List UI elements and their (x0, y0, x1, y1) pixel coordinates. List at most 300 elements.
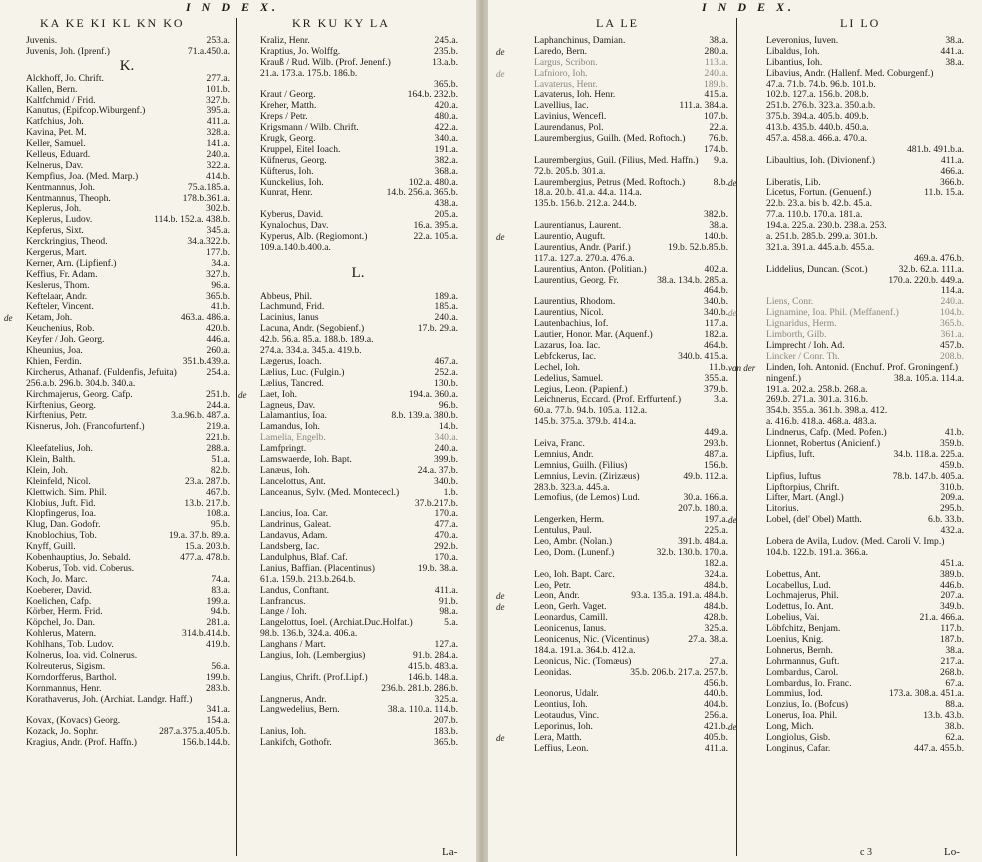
entry-page-ref: 9.a. (714, 155, 728, 166)
entry-name: Kefteler, Vincent. (26, 302, 94, 313)
entry-page-ref: 327.b. (206, 269, 230, 280)
entry-page-ref: 199.a. (206, 596, 230, 607)
entry-name: Leo, Dom. (Lunenf.) (534, 547, 615, 558)
index-entry (258, 607, 458, 618)
entry-page-ref: 467.b. (206, 487, 230, 498)
index-entry (24, 553, 230, 564)
entry-name: Keslerus, Thom. (26, 280, 90, 291)
index-entry (764, 232, 964, 243)
index-entry (532, 90, 728, 101)
index-entry (258, 156, 458, 167)
index-entry (24, 47, 230, 58)
index-entry (24, 161, 230, 172)
entry-page-ref: 19.b. 38.a. (417, 563, 458, 574)
index-entry (24, 215, 230, 226)
entry-page-ref: 419.b. (206, 640, 230, 651)
entry-page-ref: 219.a. (206, 422, 230, 433)
entry-name: Landavus, Adam. (260, 531, 328, 542)
entry-page-ref: 178.b.361.a. (182, 193, 230, 204)
index-entry (532, 363, 728, 374)
entry-name: Khien, Ferdin. (26, 356, 82, 367)
index-entry (532, 385, 728, 396)
index-entry (532, 156, 728, 167)
entry-page-ref: 217.a. (940, 656, 964, 667)
entry-page-ref: 21.a. 466.a. (919, 613, 964, 624)
entry-name: Körber, Herm. Frid. (26, 607, 103, 618)
index-entry (258, 662, 458, 673)
index-entry (24, 357, 230, 368)
entry-name: Lacuna, Andr. (Segobienf.) (260, 324, 365, 335)
entry-name: Lægerus, Ioach. (260, 356, 322, 367)
entry-name: Liddelius, Duncan. (Scot.) (766, 264, 868, 275)
index-entry (258, 357, 458, 368)
entry-name: a. 251.b. 285.b. 299.a. 301.b. (766, 232, 878, 243)
entry-page-ref: 411.a. (206, 117, 230, 128)
entry-page-ref: 15.a. 203.b. (184, 542, 230, 553)
entry-name: Kavina, Pet. M. (26, 128, 87, 139)
entry-name: Landrinus, Galeat. (260, 520, 332, 531)
entry-name: Leontius, Ioh. (534, 700, 588, 711)
entry-name: Licetus, Fortun. (Genuenf.) (766, 188, 872, 199)
index-entry (258, 629, 458, 640)
entry-name: Kraut / Georg. (260, 90, 316, 101)
index-entry (532, 254, 728, 265)
entry-name: Leonidas. (534, 667, 572, 678)
entry-name: 269.b. 271.a. 301.a. 316.b. (766, 395, 869, 406)
entry-page-ref: 256.a. (704, 711, 728, 722)
entry-page-ref: 67.a. (945, 678, 964, 689)
index-entry (24, 597, 230, 608)
entry-name: 47.a. 71.b. 74.b. 96.b. 101.b. (766, 79, 876, 90)
entry-page-ref: 49.b. 112.a. (683, 471, 728, 482)
entry-page-ref: 446.a. (206, 335, 230, 346)
index-entry (258, 313, 458, 324)
left-page (0, 0, 476, 862)
index-entry (24, 248, 230, 259)
entry-name: Kyperus, Alb. (Regiomont.) (260, 232, 368, 243)
index-entry (764, 254, 964, 265)
entry-page-ref: 19.b. 52.b.85.b. (668, 242, 728, 253)
entry-name: Lobettus, Ant. (766, 569, 821, 580)
entry-page-ref: 111.a. 384.a. (679, 101, 728, 112)
entry-page-ref: 379.b. (704, 384, 728, 395)
index-entry (496, 45, 728, 58)
entry-name: Keftelaar, Andr. (26, 291, 88, 302)
index-entry (532, 308, 728, 319)
entry-name: Koch, Jo. Marc. (26, 574, 88, 585)
index-entry (24, 183, 230, 194)
entry-page-ref: 283.b. (206, 683, 230, 694)
entry-name: Lonzius, Io. (Bofcus) (766, 700, 849, 711)
index-entry (258, 564, 458, 575)
entry-page-ref: 205.a. (434, 210, 458, 221)
entry-name: Kolreuterus, Sigism. (26, 661, 106, 672)
index-entry (532, 330, 728, 341)
index-entry (532, 319, 728, 330)
index-entry (764, 341, 964, 352)
index-entry (24, 716, 230, 727)
index-entry (764, 69, 964, 80)
entry-page-ref: 96.b. (438, 400, 458, 411)
entry-page-ref: 170.a. (434, 509, 458, 520)
entry-name: Kovax, (Kovacs) Georg. (26, 716, 121, 727)
entry-name: Lipfius, Iuft. (766, 449, 815, 460)
entry-name: 109.a.140.b.400.a. (260, 242, 331, 253)
index-entry (24, 259, 230, 270)
entry-name: Kruppel, Eitel Ioach. (260, 144, 341, 155)
entry-page-ref: 355.a. (704, 373, 728, 384)
entry-page-ref: 365.b. (434, 79, 458, 90)
entry-name: Kirchmajerus, Georg. Cafp. (26, 389, 133, 400)
entry-name: Kohlhans, Tob. Ludov. (26, 640, 114, 651)
index-entry (532, 243, 728, 254)
entry-name: Landsberg, Iac. (260, 542, 320, 553)
entry-page-ref: 16.a. 395.a. (413, 221, 458, 232)
index-entry (258, 531, 458, 542)
entry-name: Laurentio, Auguft. (534, 231, 606, 243)
index-entry (764, 276, 964, 287)
index-entry (532, 439, 728, 450)
right-running-head: I N D E X. (702, 0, 796, 14)
index-entry (24, 488, 230, 499)
entry-name: 375.b. 394.a. 405.b. 409.b. (766, 112, 869, 123)
index-entry (258, 123, 458, 134)
entry-name: Kleefatelius, Joh. (26, 444, 93, 455)
entry-page-ref: 8.b. 139.a. 380.b. (391, 411, 458, 422)
entry-page-ref: 127.a. (434, 640, 458, 651)
entry-page-ref: 459.b. (940, 460, 964, 471)
entry-page-ref: 156.b.144.b. (182, 738, 230, 749)
right-page (488, 0, 982, 862)
index-entry (24, 542, 230, 553)
entry-name: Kanutus, (Epifcop.Wiburgenf.) (26, 106, 146, 117)
index-entry (24, 695, 230, 706)
entry-name: Knyff, Guill. (26, 542, 76, 553)
index-entry (532, 145, 728, 156)
index-entry (24, 607, 230, 618)
index-entry (532, 515, 728, 526)
entry-page-ref: 207.a. (940, 591, 964, 602)
entry-name: Kunrat, Henr. (260, 188, 313, 199)
entry-name: Lankifch, Gothofr. (260, 738, 332, 749)
entry-page-ref: 447.a. 455.b. (914, 743, 964, 754)
entry-page-ref: 107.b. (704, 112, 728, 123)
index-entry (258, 542, 458, 553)
index-entry (258, 651, 458, 662)
entry-name: 61.a. 159.b. 213.b.264.b. (260, 574, 356, 585)
entry-name: Langhans / Mart. (260, 640, 326, 651)
index-entry (532, 744, 728, 755)
entry-name: Köpchel, Jo. Dan. (26, 618, 96, 629)
entry-name: Knoblochius, Tob. (26, 531, 97, 542)
entry-page-ref: 174.b. (704, 144, 728, 155)
entry-name: Kheunius, Joa. (26, 346, 83, 357)
entry-page-ref: 470.a. (434, 531, 458, 542)
index-entry (532, 450, 728, 461)
entry-name: Küfterus, Ioh. (260, 166, 314, 177)
index-entry (24, 281, 230, 292)
entry-page-ref: 71.a.450.a. (187, 46, 230, 57)
entry-name: Kreps / Petr. (260, 112, 308, 123)
entry-name: Lombardus, Carol. (766, 667, 839, 678)
entry-page-ref: 56.a. (211, 661, 230, 672)
entry-page-ref: 280.a. (704, 45, 728, 57)
entry-name: Kerckringius, Theod. (26, 237, 108, 248)
index-entry (258, 243, 458, 254)
index-entry (24, 346, 230, 357)
entry-page-ref: 420.a. (434, 101, 458, 112)
index-entry (258, 90, 458, 101)
entry-page-ref: 38.a. (709, 221, 728, 232)
entry-name: Linden, Ioh. Antonid. (Enchuf. Prof. Groningenf.) (766, 361, 959, 373)
entry-name: Kircherus, Athanaf. (Fuldenfis, Jefuita) (26, 367, 177, 378)
index-entry (24, 204, 230, 215)
entry-page-ref: 35.b. 206.b. 217.a. 257.b. (630, 667, 728, 678)
entry-page-ref: 415.a. (704, 90, 728, 101)
entry-page-ref: 101.b. (206, 84, 230, 95)
index-entry (24, 520, 230, 531)
index-entry (532, 374, 728, 385)
entry-page-ref: 260.a. (206, 346, 230, 357)
entry-page-ref: 194.a. 360.a. (408, 388, 458, 400)
entry-page-ref: 51.a. (211, 454, 230, 465)
entry-name: Kragius, Andr. (Prof. Haffn.) (26, 738, 137, 749)
index-entry (24, 237, 230, 248)
index-entry (258, 36, 458, 47)
entry-page-ref: 37.b.217.b. (414, 498, 458, 509)
entry-name: Kirftenius, Petr. (26, 411, 88, 422)
index-entry (24, 422, 230, 433)
entry-particle: de (496, 733, 505, 743)
entry-page-ref: 389.b. (940, 569, 964, 580)
index-entry (532, 134, 728, 145)
index-entry (764, 385, 964, 396)
entry-page-ref: 182.a. (704, 558, 728, 569)
entry-name: Lengerken, Herm. (534, 515, 605, 526)
entry-page-ref: 252.a. (434, 367, 458, 378)
index-entry (532, 613, 728, 624)
entry-name: Koeberer, David. (26, 585, 92, 596)
entry-name: Kraliz, Henr. (260, 36, 310, 46)
index-entry (258, 368, 458, 379)
entry-name: 184.a. 191.a. 364.b. 412.a. (534, 645, 636, 656)
entry-page-ref: 438.a. (434, 199, 458, 210)
entry-page-ref: 292.b. (434, 542, 458, 553)
entry-name: Laet, Ioh. (260, 388, 298, 400)
index-entry (24, 509, 230, 520)
entry-page-ref: 62.a. (945, 733, 964, 743)
index-entry (532, 265, 728, 276)
index-entry (258, 466, 458, 477)
index-entry (24, 564, 230, 575)
entry-name: Katfchius, Joh. (26, 117, 84, 128)
index-entry (24, 36, 230, 47)
entry-page-ref: 17.b. 29.a. (417, 324, 458, 335)
entry-name: 283.b. 323.a. 445.a. (534, 482, 610, 493)
entry-name: Leon, Andr. (534, 590, 580, 602)
index-entry (764, 319, 964, 330)
entry-page-ref: 140.b. (704, 231, 728, 243)
entry-page-ref: 225.a. (704, 526, 728, 537)
entry-page-ref: 173.a. 308.a. 451.a. (888, 689, 964, 700)
entry-page-ref: 78.b. 147.b. 405.a. (892, 471, 964, 482)
entry-page-ref: 41.b. (944, 428, 964, 439)
index-entry (532, 286, 728, 297)
index-entry (258, 716, 458, 727)
entry-page-ref: 191.a. (434, 144, 458, 155)
entry-name: Lanceanus, Sylv. (Med. Montececl.) (260, 487, 400, 498)
entry-page-ref: 189.b. (704, 79, 728, 90)
entry-page-ref: 93.a. 135.a. 191.a. 484.b. (631, 590, 728, 602)
entry-page-ref: 32.b. 130.b. 170.a. (656, 547, 728, 558)
entry-name: 72.b. 205.b. 301.a. (534, 166, 606, 177)
entry-name: Kergerus, Mart. (26, 248, 87, 259)
entry-page-ref: 293.b. (704, 438, 728, 449)
entry-page-ref: 27.a. (709, 656, 728, 667)
entry-page-ref: 183.b. (434, 727, 458, 738)
index-entry (258, 221, 458, 232)
index-entry (258, 695, 458, 706)
right-index-column-1 (496, 36, 728, 755)
entry-page-ref: 415.b. 483.a. (408, 661, 458, 672)
entry-name: 191.a. 202.a. 258.b. 268.a. (766, 384, 868, 395)
entry-page-ref: 340.b. (704, 297, 728, 308)
entry-name: Libavius, Andr. (Hallenf. Med. Coburgenf.) (766, 68, 934, 79)
entry-page-ref: 114.b. 152.a. 438.b. (154, 215, 230, 226)
entry-name: Leiva, Franc. (534, 438, 585, 449)
entry-name: Lochmajerus, Phil. (766, 591, 839, 602)
entry-page-ref: 30.a. 166.a. (683, 493, 728, 504)
entry-page-ref: 22.a. 105.a. (413, 232, 458, 243)
index-entry (24, 324, 230, 335)
entry-page-ref: 27.a. 38.a. (688, 634, 728, 645)
index-entry (258, 80, 458, 91)
entry-name: Laurentius, Andr. (Parif.) (534, 242, 631, 253)
index-entry (532, 668, 728, 679)
entry-page-ref: 38.a. (945, 645, 964, 656)
index-entry (532, 178, 728, 189)
entry-name: Juvenis, Joh. (Iprenf.) (26, 46, 110, 57)
index-entry (24, 499, 230, 510)
index-entry (764, 134, 964, 145)
index-entry (24, 292, 230, 303)
entry-page-ref: 170.a. 220.b. 449.a. (888, 275, 964, 286)
entry-name: Kaltfchmid / Frid. (26, 95, 96, 106)
index-entry (532, 711, 728, 722)
index-entry (764, 167, 964, 178)
entry-page-ref: 240.a. (704, 67, 728, 79)
entry-page-ref: 207.b. 180.a. (678, 504, 728, 515)
index-entry (24, 226, 230, 237)
entry-page-ref: 325.a. (704, 624, 728, 635)
entry-page-ref: 457.b. (940, 340, 964, 351)
entry-page-ref: 310.b. (940, 482, 964, 493)
entry-page-ref: 24.a. 37.b. (417, 465, 458, 476)
index-entry (496, 67, 728, 80)
entry-name: Lemnius, Levin. (Zirizæus) (534, 471, 640, 482)
index-entry (24, 673, 230, 684)
entry-name: Lavellius, Iac. (534, 101, 589, 112)
index-entry (258, 178, 458, 189)
index-entry (728, 514, 964, 526)
index-entry (24, 106, 230, 117)
entry-page-ref: 314.b.414.b. (182, 629, 230, 640)
entry-page-ref: 349.b. (940, 602, 964, 613)
entry-name: Lachmund, Frid. (260, 302, 325, 313)
entry-name: 102.b. 127.a. 156.b. 208.b. (766, 90, 869, 101)
entry-particle: de (728, 177, 737, 188)
entry-page-ref: 361.a. (940, 330, 964, 341)
entry-particle: van der (728, 362, 756, 373)
entry-page-ref: 164.b. 232.b. (407, 90, 458, 101)
index-entry (764, 221, 964, 232)
entry-page-ref: 467.a. (434, 356, 458, 367)
left-col1-head: KA KE KI KL KN KO (40, 16, 185, 30)
left-index-column-1 (4, 36, 230, 749)
entry-name: Loenius, Knig. (766, 634, 824, 645)
entry-page-ref: 481.b. 491.b.a. (906, 144, 964, 155)
entry-page-ref: 268.b. (940, 667, 964, 678)
entry-name: Langnerus, Andr. (260, 694, 327, 705)
entry-name: Kynalochus, Dav. (260, 221, 329, 232)
left-column-rule (236, 18, 237, 856)
index-entry (764, 265, 964, 276)
entry-name: Lombardus, Io. Franc. (766, 678, 852, 689)
index-entry (258, 597, 458, 608)
entry-name: Lafnioro, Ioh. (534, 67, 588, 79)
entry-name: Kelleus, Eduard. (26, 150, 91, 161)
index-entry (258, 640, 458, 651)
index-entry (764, 395, 964, 406)
entry-name: Krigsmann / Wilb. Chrift. (260, 123, 359, 134)
entry-name: Korndorfferus, Barthol. (26, 672, 117, 683)
index-entry (532, 101, 728, 112)
index-entry (24, 477, 230, 488)
index-entry (258, 422, 458, 433)
entry-name: Lamelia, Engelb. (260, 433, 326, 444)
index-entry (532, 210, 728, 221)
book-gutter (476, 0, 488, 862)
entry-page-ref: 38.a. (709, 36, 728, 46)
entry-name: 274.a. 334.a. 345.a. 419.b. (260, 346, 362, 357)
entry-page-ref: 185.a. (434, 302, 458, 313)
entry-page-ref: 38.b. (944, 721, 964, 733)
index-entry (258, 254, 458, 265)
index-entry (258, 727, 458, 738)
entry-page-ref: 38.a. 105.a. 114.a. (894, 373, 964, 384)
entry-name: Abbeus, Phil. (260, 291, 312, 302)
entry-page-ref: 466.a. (940, 166, 964, 177)
entry-name: Löbfchitz, Benjam. (766, 624, 841, 635)
entry-page-ref: 154.a. (206, 716, 230, 727)
entry-name: Longinus, Cafar. (766, 743, 831, 754)
index-entry (764, 689, 964, 700)
index-letter-heading: K. (119, 57, 135, 74)
entry-name: Kerner, Arn. (Lipfienf.) (26, 258, 117, 269)
entry-page-ref: 94.b. (210, 607, 230, 618)
index-entry (24, 96, 230, 107)
entry-page-ref: 382.a. (434, 155, 458, 166)
entry-name: 77.a. 110.b. 170.a. 181.a. (766, 210, 863, 221)
entry-page-ref: 96.a. (211, 280, 230, 291)
entry-page-ref: 76.b. (708, 134, 728, 145)
index-entry (24, 629, 230, 640)
index-entry (24, 575, 230, 586)
entry-name: Koberus, Tob. vid. Coberus. (26, 563, 135, 574)
entry-page-ref: 108.a. (206, 509, 230, 520)
index-entry (24, 172, 230, 183)
entry-name: Lobera de Avila, Ludov. (Med. Caroli V. Imp.) (766, 536, 945, 547)
